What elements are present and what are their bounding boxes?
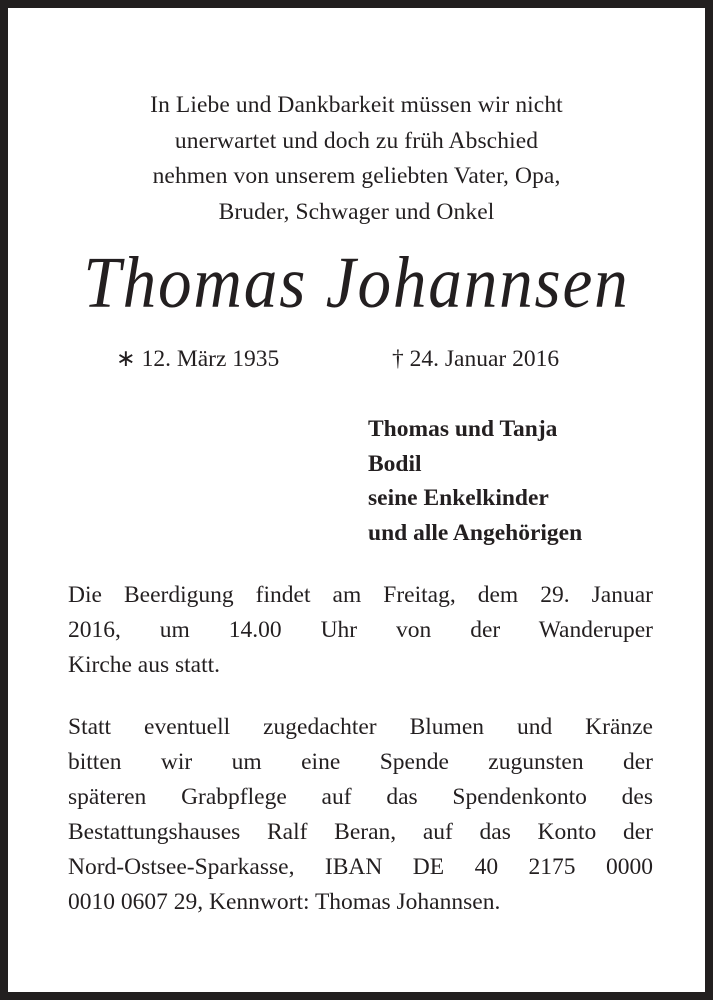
- text-line: Die Beerdigung findet am Freitag, dem 29. Januar: [68, 582, 653, 608]
- mourner: und alle Angehörigen: [368, 519, 583, 546]
- mourner: Bodil: [368, 450, 422, 477]
- intro-line: unerwartet und doch zu früh Abschied: [174, 127, 539, 154]
- text-line: Bestattungshauses Ralf Beran, auf das Konto der: [68, 819, 653, 845]
- text-line: bitten wir um eine Spende zugunsten der: [68, 749, 653, 775]
- text-line: 0010 0607 29, Kennwort: Thomas Johannsen.: [68, 889, 501, 915]
- intro-line: In Liebe und Dankbarkeit müssen wir nicht: [150, 92, 563, 118]
- funeral-paragraph: [68, 578, 653, 683]
- intro-text: [8, 88, 705, 230]
- intro-line: nehmen von unserem geliebten Vater, Opa,: [152, 163, 561, 189]
- obituary-notice: [8, 8, 705, 992]
- text-line: 2016, um 14.00 Uhr von der Wanderuper: [68, 617, 653, 643]
- text-line: späteren Grabpflege auf das Spendenkonto des: [68, 784, 653, 810]
- mourner: seine Enkelkinder: [368, 485, 549, 511]
- text-line: Statt eventuell zugedachter Blumen und Kränze: [68, 714, 653, 740]
- deceased-name: Thomas Johannsen: [83, 242, 630, 323]
- text-line: Nord-Ostsee-Sparkasse, IBAN DE 40 2175 0000: [68, 854, 653, 880]
- mourner: Thomas und Tanja: [368, 416, 558, 442]
- donation-paragraph: [68, 710, 653, 920]
- death-date: † 24. Januar 2016: [392, 346, 560, 372]
- mourners-list: [368, 412, 582, 550]
- text-line: Kirche aus statt.: [68, 652, 221, 678]
- birth-date: ∗ 12. März 1935: [116, 346, 280, 372]
- intro-line: Bruder, Schwager und Onkel: [218, 198, 495, 225]
